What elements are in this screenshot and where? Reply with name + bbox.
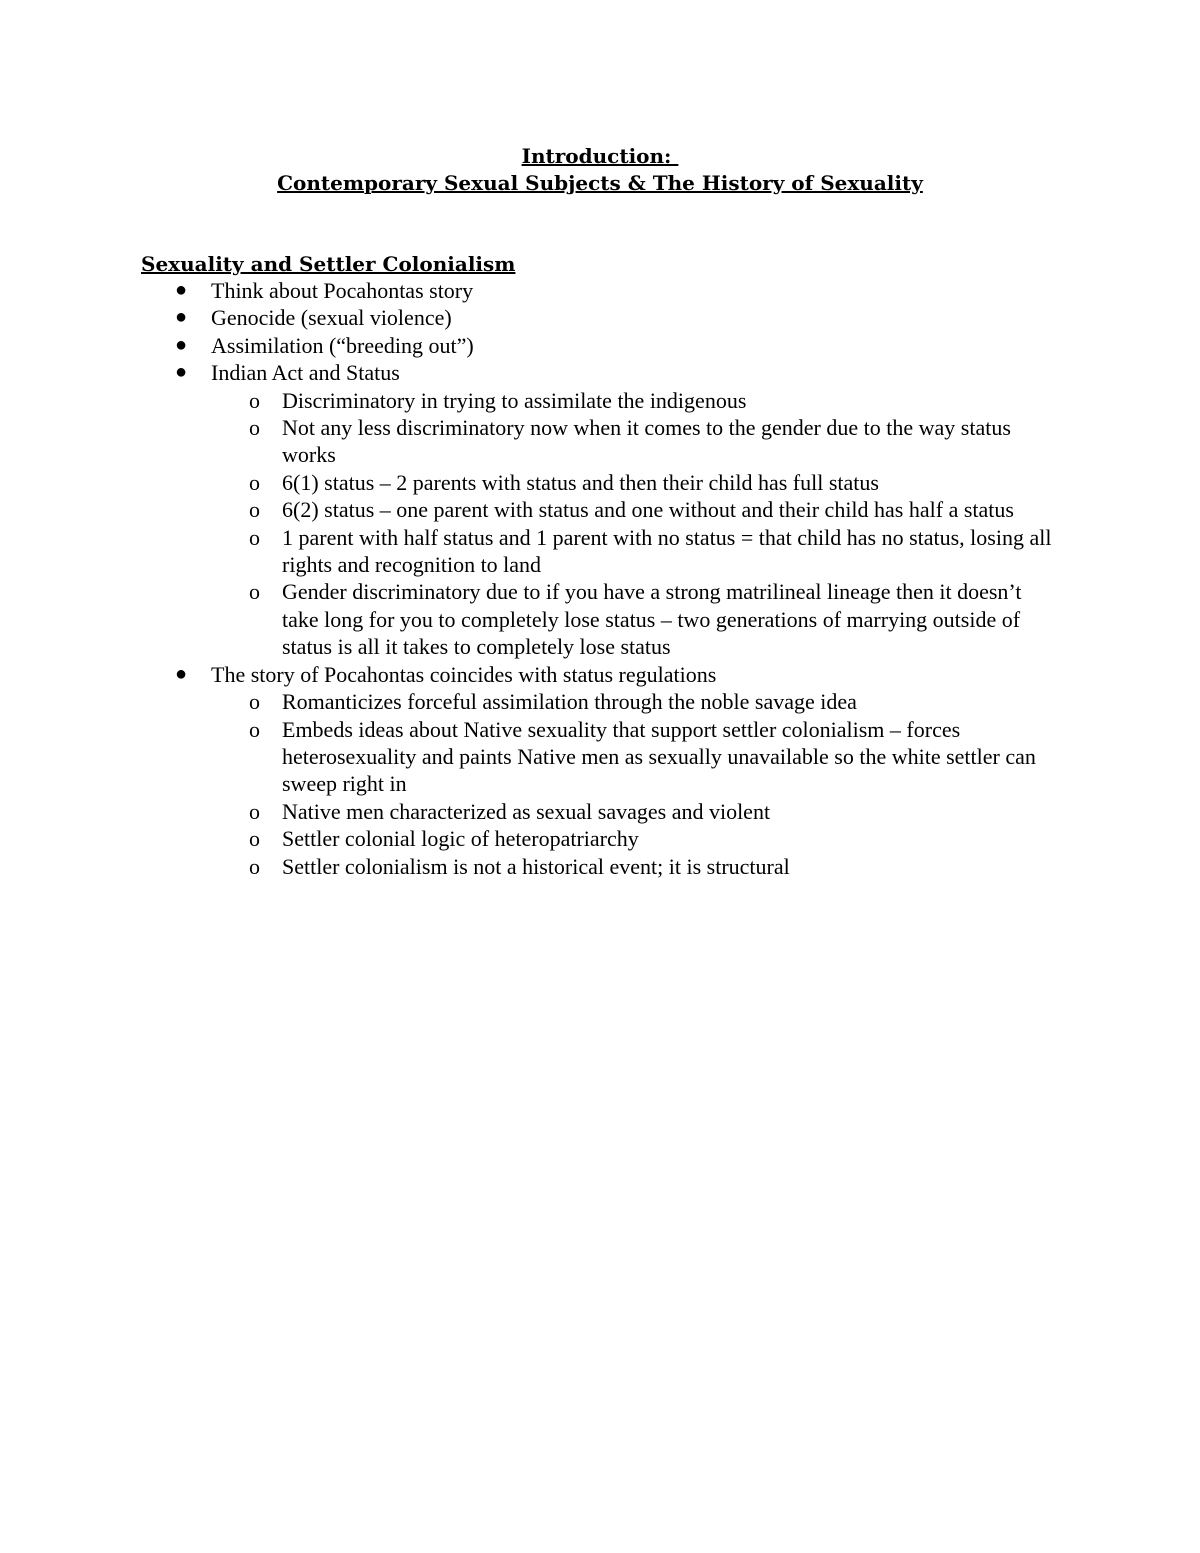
sub-list-item-text: Gender discriminatory due to if you have a strong matrilineal lineage then it doesn’t take long for you to completely lose status – two generations of marrying outside of status is all it takes to completely lose status (282, 579, 1022, 660)
document-title (0, 143, 1200, 197)
list-item-text: The story of Pocahontas coincides with status regulations (211, 661, 717, 687)
sub-list-item (211, 469, 1052, 496)
sub-list-item-text: 6(1) status – 2 parents with status and then their child has full status (282, 469, 879, 495)
list-item (0, 332, 1200, 359)
sub-list-item-text: Not any less discriminatory now when it comes to the gender due to the way status works (282, 415, 1011, 468)
list-item (0, 359, 1200, 660)
sub-list-item (211, 496, 1052, 523)
list-item-text: Genocide (sexual violence) (211, 305, 452, 331)
title-line-1: Introduction: (521, 144, 679, 168)
title-line-2: Contemporary Sexual Subjects & The History of Sexuality (277, 171, 923, 195)
sub-list-item (211, 825, 1052, 852)
circle-bullet-icon: o (249, 853, 260, 879)
list-item-text: Assimilation (“breeding out”) (211, 332, 474, 358)
sub-list-item-text: 6(2) status – one parent with status and one without and their child has half a status (282, 497, 1014, 523)
circle-bullet-icon: o (249, 469, 260, 495)
circle-bullet-icon: o (249, 387, 260, 413)
sub-list-item-text: Settler colonial logic of heteropatriarchy (282, 826, 639, 852)
bullet-list (0, 277, 1200, 880)
sub-list-item-text: 1 parent with half status and 1 parent with no status = that child has no status, losing all rights and recognition to land (282, 524, 1052, 578)
bullet-icon: ● (175, 279, 188, 301)
section-heading: Sexuality and Settler Colonialism (141, 252, 516, 276)
sub-list (211, 688, 1200, 880)
circle-bullet-icon: o (249, 716, 260, 742)
circle-bullet-icon: o (249, 826, 260, 852)
circle-bullet-icon: o (249, 689, 260, 715)
sub-list-item-text: Embeds ideas about Native sexuality that support settler colonialism – forces heterosexuality and paints Native men as sexually unavailable so the white settler can sweep right in (282, 716, 1036, 797)
sub-list-item (211, 798, 1052, 825)
sub-list-item (211, 414, 1052, 469)
list-item-text: Think about Pocahontas story (211, 278, 474, 303)
bullet-icon: ● (175, 333, 188, 356)
sub-list-item (211, 524, 1052, 579)
sub-list (211, 387, 1200, 661)
bullet-icon: ● (175, 662, 188, 685)
list-item (0, 661, 1200, 880)
sub-list-item-text: Romanticizes forceful assimilation through the noble savage idea (282, 689, 857, 715)
list-item-text: Indian Act and Status (211, 360, 400, 386)
bullet-icon: ● (175, 306, 188, 329)
circle-bullet-icon: o (249, 798, 260, 824)
list-item (0, 304, 1200, 331)
list-item (0, 277, 1200, 304)
sub-list-item-text: Discriminatory in trying to assimilate the indigenous (282, 387, 747, 413)
sub-list-item (211, 688, 1052, 715)
circle-bullet-icon: o (249, 579, 260, 605)
sub-list-item (211, 716, 1052, 798)
bullet-icon: ● (175, 361, 188, 384)
sub-list-item-text: Settler colonialism is not a historical event; it is structural (282, 853, 790, 879)
circle-bullet-icon: o (249, 524, 260, 550)
sub-list-item (211, 853, 1052, 880)
circle-bullet-icon: o (249, 497, 260, 523)
sub-list-item (211, 578, 1052, 660)
sub-list-item (211, 387, 1052, 414)
circle-bullet-icon: o (249, 415, 260, 441)
sub-list-item-text: Native men characterized as sexual savages and violent (282, 798, 771, 824)
